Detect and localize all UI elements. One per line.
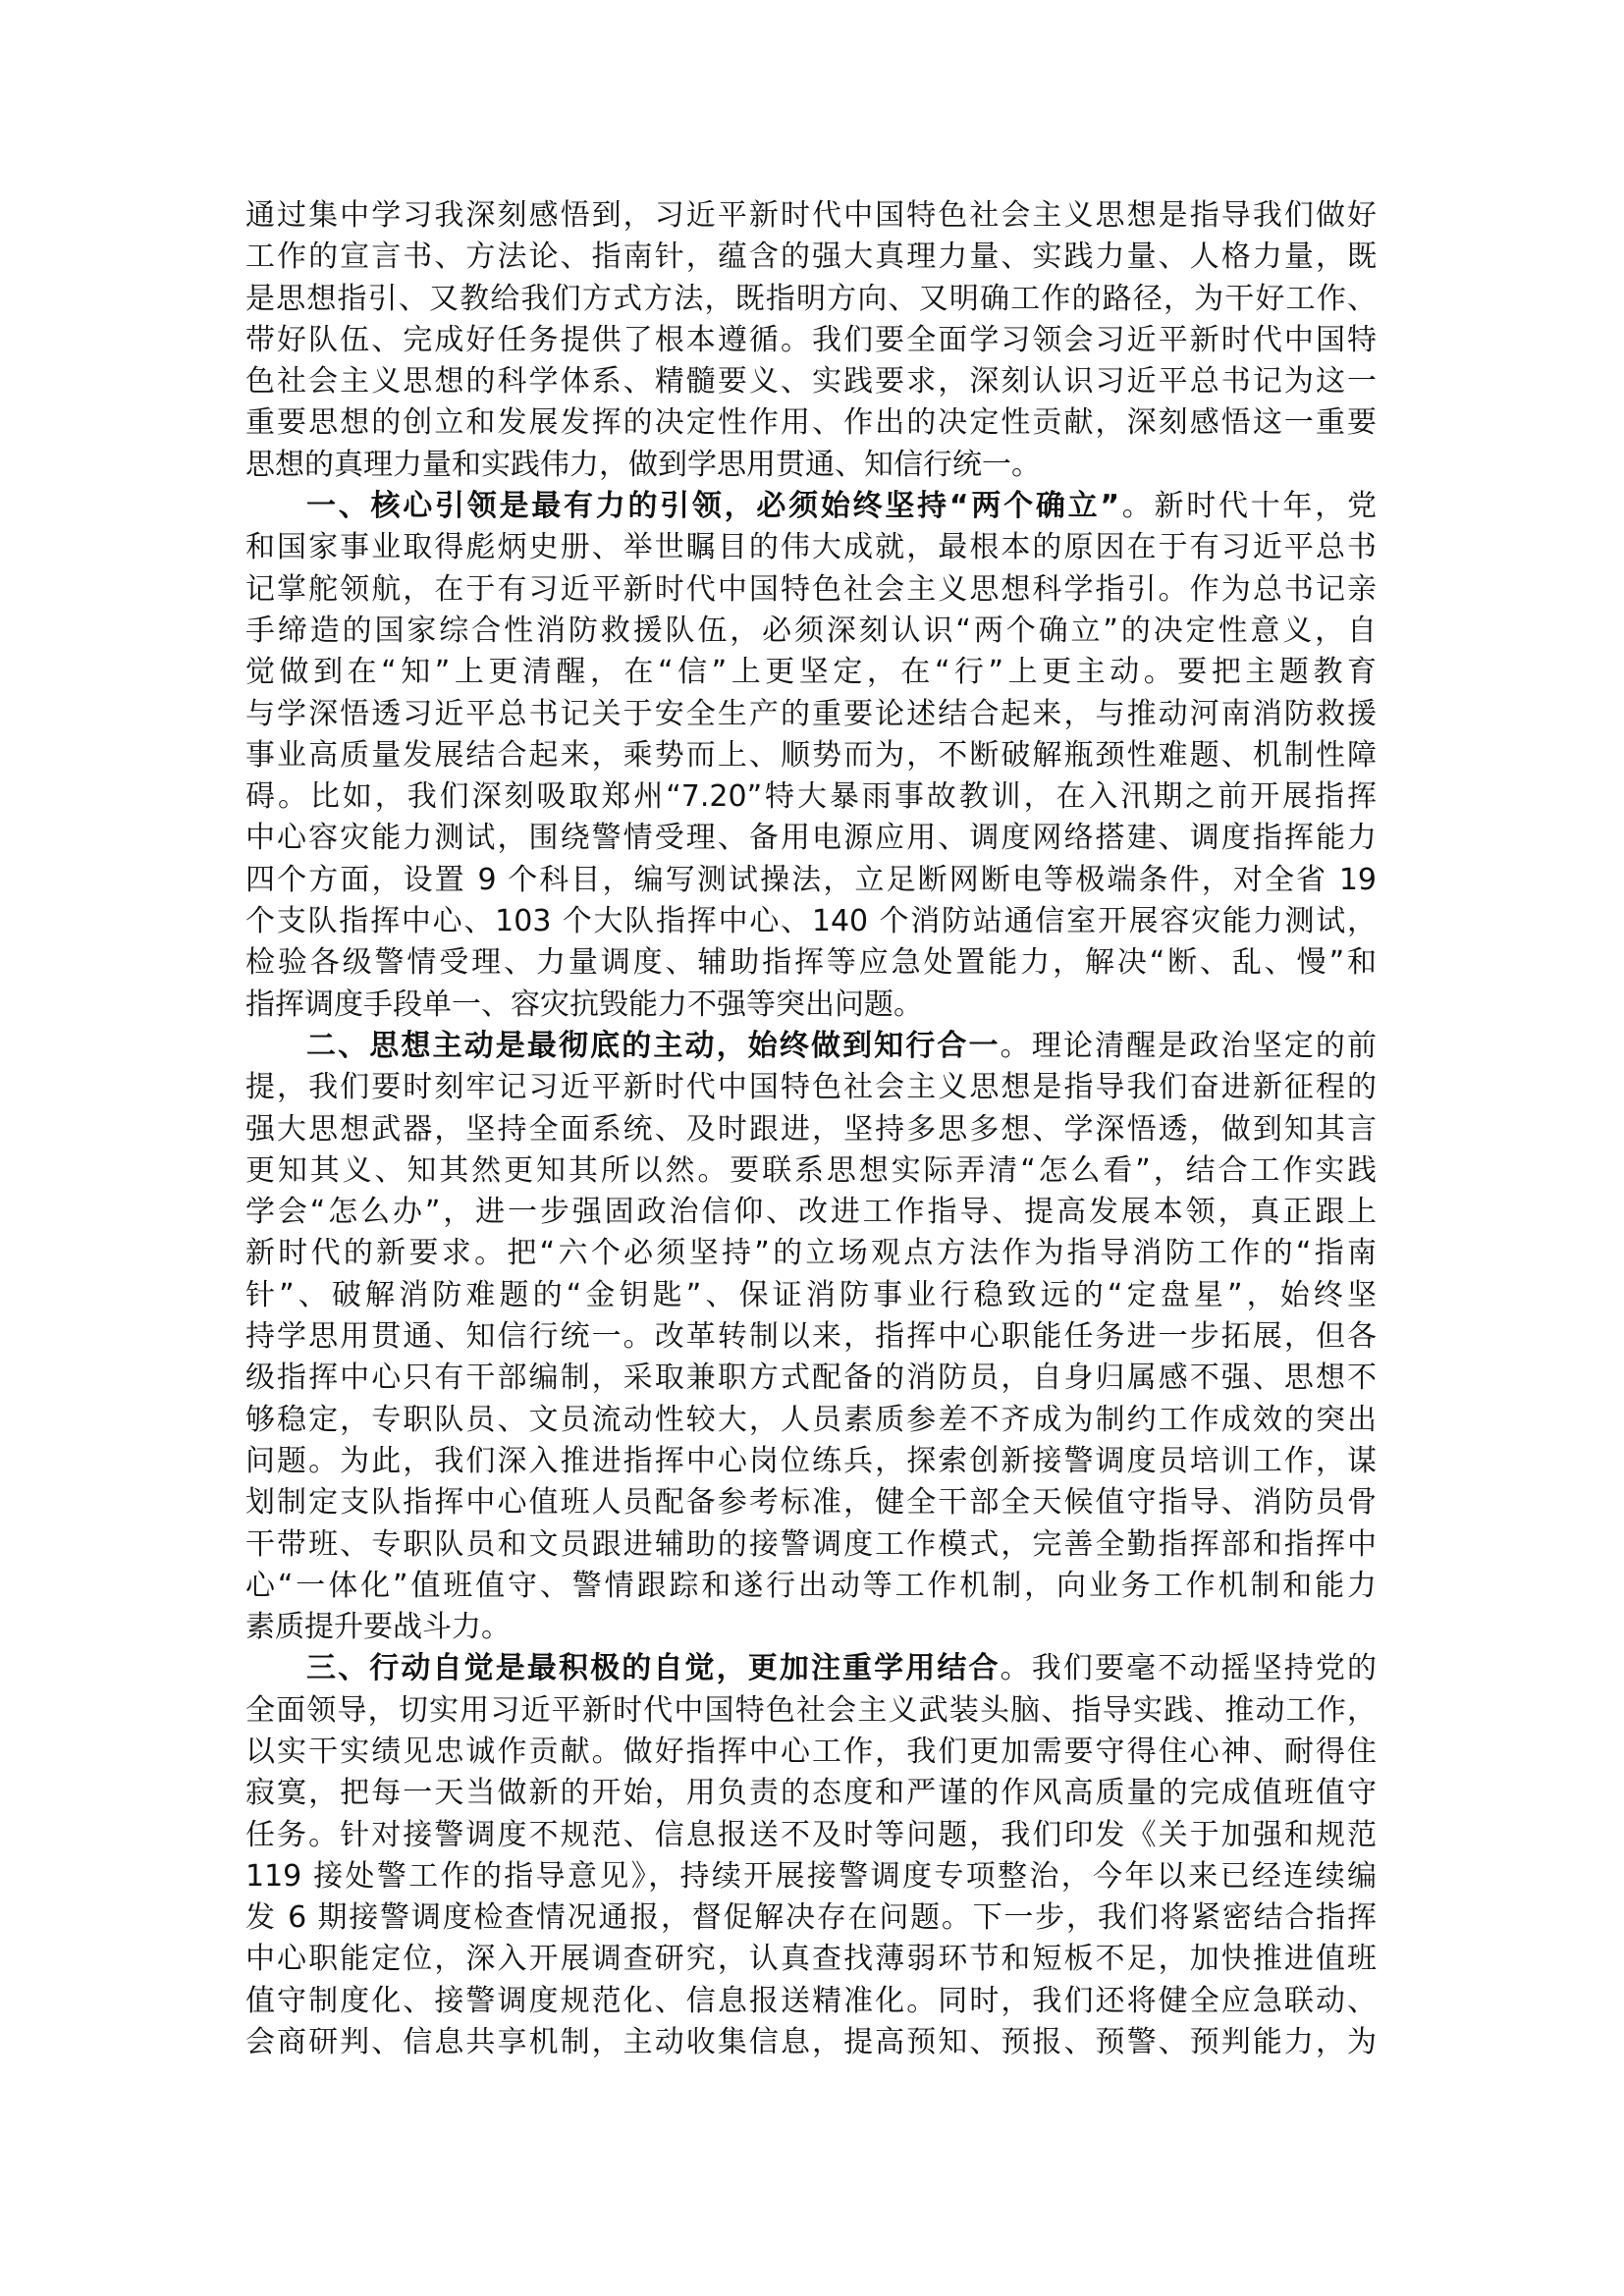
text-line: 强大思想武器，坚持全面系统、及时跟进，坚持多思多想、学深悟透，做到知其言 <box>245 1111 1377 1147</box>
text-line: 心“一体化”值班值守、警情跟踪和遂行出动等工作机制，向业务工作机制和能力 <box>245 1568 1377 1603</box>
section-3-first-line <box>245 1648 1377 1689</box>
text-line: 思想的真理力量和实践伟力，做到学思用贯通、知信行统一。 <box>245 447 1041 482</box>
text-line: 带好队伍、完成好任务提供了根本遵循。我们要全面学习领会习近平新时代中国特 <box>245 322 1377 357</box>
text-line: 问题。为此，我们深入推进指挥中心岗位练兵，探索创新接警调度员培训工作，谋 <box>245 1443 1377 1478</box>
text-line: 检验各级警情受理、力量调度、辅助指挥等应急处置能力，解决“断、乱、慢”和 <box>245 945 1377 981</box>
text-line: 学会“怎么办”，进一步强固政治信仰、改进工作指导、提高发展本领，真正跟上 <box>245 1195 1377 1230</box>
text-line: 事业高质量发展结合起来，乘势而上、顺势而为，不断破解瓶颈性难题、机制性障 <box>245 737 1377 773</box>
text-line: 新时代的新要求。把“六个必须坚持”的立场观点方法作为指导消防工作的“指南 <box>245 1236 1377 1271</box>
text-line: 够稳定，专职队员、文员流动性较大，人员素质参差不齐成为制约工作成效的突出 <box>245 1402 1377 1437</box>
text-line: 和国家事业取得彪炳史册、举世瞩目的伟大成就，最根本的原因在于有习近平总书 <box>245 530 1377 565</box>
text-line: 工作的宣言书、方法论、指南针，蕴含的强大真理力量、实践力量、人格力量，既 <box>245 240 1377 275</box>
intro-paragraph <box>245 195 1377 486</box>
text-line: 中心职能定位，深入开展调查研究，认真查找薄弱环节和短板不足，加快推进值班 <box>245 1942 1377 1977</box>
text-line: 级指挥中心只有干部编制，采取兼职方式配备的消防员，自身归属感不强、思想不 <box>245 1361 1377 1396</box>
text-line: 寂寞，把每一天当做新的开始，用负责的态度和严谨的作风高质量的完成值班值守 <box>245 1776 1377 1811</box>
text-line: 更知其义、知其然更知其所以然。要联系思想实际弄清“怎么看”，结合工作实践 <box>245 1152 1377 1188</box>
section-1-lead-text: 。新时代十年，党 <box>1119 489 1378 524</box>
text-line: 素质提升要战斗力。 <box>245 1610 511 1645</box>
text-line: 四个方面，设置 9 个科目，编写测试操法，立足断网断电等极端条件，对全省 19 <box>245 862 1377 897</box>
section-2-paragraph <box>245 1026 1377 1648</box>
document-page <box>245 195 1377 2063</box>
text-line: 指挥调度手段单一、容灾抗毁能力不强等突出问题。 <box>245 987 923 1022</box>
section-1-first-line <box>245 486 1377 527</box>
text-line: 个支队指挥中心、103 个大队指挥中心、140 个消防站通信室开展容灾能力测试， <box>245 904 1377 939</box>
text-line: 干带班、专职队员和文员跟进辅助的接警调度工作模式，完善全勤指挥部和指挥中 <box>245 1526 1377 1562</box>
text-line: 持学思用贯通、知信行统一。改革转制以来，指挥中心职能任务进一步拓展，但各 <box>245 1319 1377 1355</box>
text-line: 通过集中学习我深刻感悟到，习近平新时代中国特色社会主义思想是指导我们做好 <box>245 198 1377 233</box>
text-line: 色社会主义思想的科学体系、精髓要义、实践要求，深刻认识习近平总书记为这一 <box>245 364 1377 400</box>
section-1-heading: 一、核心引领是最有力的引领，必须始终坚持“两个确立” <box>306 489 1120 524</box>
section-2-first-line <box>245 1026 1377 1067</box>
text-line: 以实干实绩见忠诚作贡献。做好指挥中心工作，我们更加需要守得住心神、耐得住 <box>245 1734 1377 1769</box>
text-line: 与学深悟透习近平总书记关于安全生产的重要论述结合起来，与推动河南消防救援 <box>245 696 1377 731</box>
section-2-heading: 二、思想主动是最彻底的主动，始终做到知行合一 <box>306 1028 1001 1063</box>
section-3-heading: 三、行动自觉是最积极的自觉，更加注重学用结合 <box>306 1651 1001 1686</box>
text-line: 是思想指引、又教给我们方式方法，既指明方向、又明确工作的路径，为干好工作、 <box>245 281 1377 316</box>
text-line: 119 接处警工作的指导意见》，持续开展接警调度专项整治，今年以来已经连续编 <box>245 1858 1377 1894</box>
text-line: 发 6 期接警调度检查情况通报，督促解决存在问题。下一步，我们将紧密结合指挥 <box>245 1900 1377 1936</box>
text-line: 碍。比如，我们深刻吸取郑州“7.20”特大暴雨事故教训，在入汛期之前开展指挥 <box>245 779 1377 815</box>
text-line: 值守制度化、接警调度规范化、信息报送精准化。同时，我们还将健全应急联动、 <box>245 1983 1377 2018</box>
text-line: 重要思想的创立和发展发挥的决定性作用、作出的决定性贡献，深刻感悟这一重要 <box>245 405 1377 441</box>
section-1-paragraph <box>245 486 1377 1026</box>
text-line: 针”、破解消防难题的“金钥匙”、保证消防事业行稳致远的“定盘星”，始终坚 <box>245 1277 1377 1312</box>
text-line: 记掌舵领航，在于有习近平新时代中国特色社会主义思想科学指引。作为总书记亲 <box>245 571 1377 607</box>
section-2-lead-text: 。理论清醒是政治坚定的前 <box>1000 1028 1378 1063</box>
section-3-paragraph <box>245 1648 1377 2063</box>
text-line: 手缔造的国家综合性消防救援队伍，必须深刻认识“两个确立”的决定性意义，自 <box>245 613 1377 648</box>
text-line: 提，我们要时刻牢记习近平新时代中国特色社会主义思想是指导我们奋进新征程的 <box>245 1070 1377 1105</box>
text-line: 划制定支队指挥中心值班人员配备参考标准，健全干部全天候值守指导、消防员骨 <box>245 1485 1377 1521</box>
text-line: 任务。针对接警调度不规范、信息报送不及时等问题，我们印发《关于加强和规范 <box>245 1817 1377 1852</box>
text-line: 会商研判、信息共享机制，主动收集信息，提高预知、预报、预警、预判能力，为 <box>245 2025 1377 2060</box>
section-3-lead-text: 。我们要毫不动摇坚持党的 <box>1000 1651 1378 1686</box>
text-line: 中心容灾能力测试，围绕警情受理、备用电源应用、调度网络搭建、调度指挥能力 <box>245 821 1377 856</box>
text-line: 觉做到在“知”上更清醒，在“信”上更坚定，在“行”上更主动。要把主题教育 <box>245 655 1377 690</box>
text-line: 全面领导，切实用习近平新时代中国特色社会主义武装头脑、指导实践、推动工作， <box>245 1692 1377 1728</box>
